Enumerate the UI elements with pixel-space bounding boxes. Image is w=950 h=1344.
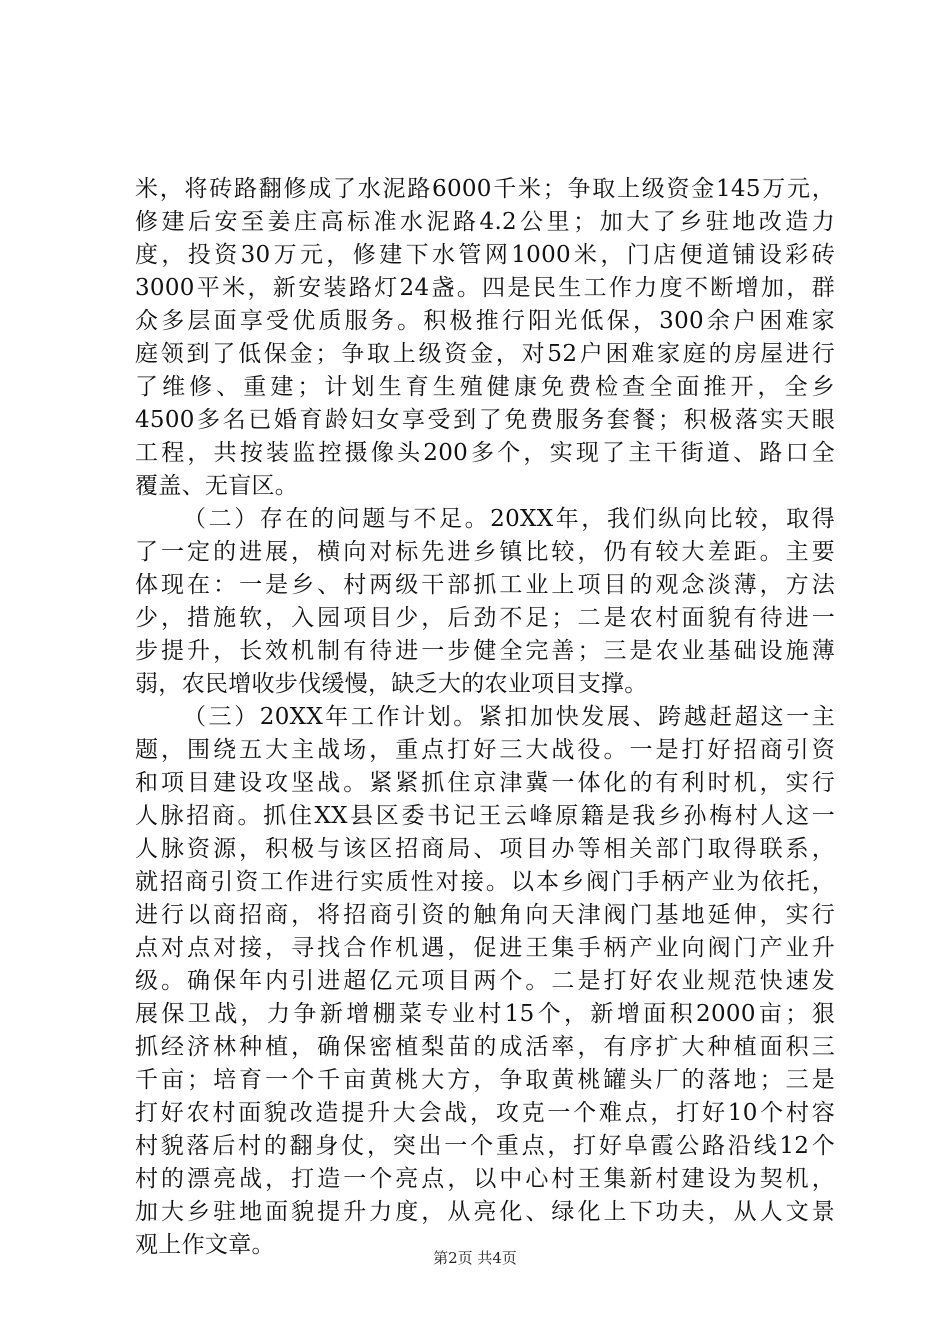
text-line: 就招商引资工作进行实质性对接。以本乡阀门手柄产业为依托， <box>135 869 835 895</box>
text-line: 千亩；培育一个千亩黄桃大方，争取黄桃罐头厂的落地；三是 <box>135 1067 835 1093</box>
page-number-footer: 第2页 共4页 <box>433 1249 517 1267</box>
text-line: 观上作文章。 <box>135 1232 275 1258</box>
text-line: 抓经济林种植，确保密植梨苗的成活率，有序扩大种植面积三 <box>135 1034 835 1060</box>
text-line: 体现在：一是乡、村两级干部抓工业上项目的观念淡薄，方法 <box>135 572 835 598</box>
text-line: 步提升，长效机制有待进一步健全完善；三是农业基础设施薄 <box>135 638 835 664</box>
text-line: 村貌落后村的翻身仗，突出一个重点，打好阜霞公路沿线12个 <box>135 1133 835 1159</box>
text-line: 人脉招商。抓住XX县区委书记王云峰原籍是我乡孙梅村人这一 <box>135 803 835 829</box>
text-line: 人脉资源，积极与该区招商局、项目办等相关部门取得联系， <box>135 836 835 862</box>
text-line: 工程，共按装监控摄像头200多个，实现了主干街道、路口全 <box>135 440 835 466</box>
text-line: 打好农村面貌改造提升大会战，攻克一个难点，打好10个村容 <box>135 1100 835 1126</box>
text-line: 了维修、重建；计划生育生殖健康免费检查全面推开，全乡 <box>135 374 835 400</box>
text-line: 了一定的进展，横向对标先进乡镇比较，仍有较大差距。主要 <box>135 539 835 565</box>
text-line: 众多层面享受优质服务。积极推行阳光低保，300余户困难家 <box>135 308 835 334</box>
text-line: 和项目建设攻坚战。紧紧抓住京津冀一体化的有利时机，实行 <box>135 770 835 796</box>
section-heading-line: （三）20XX年工作计划。紧扣加快发展、跨越赶超这一主 <box>183 704 835 730</box>
text-line: 庭领到了低保金；争取上级资金，对52户困难家庭的房屋进行 <box>135 341 835 367</box>
text-line: 3000平米，新安装路灯24盏。四是民生工作力度不断增加，群 <box>135 275 835 301</box>
text-line: 弱，农民增收步伐缓慢，缺乏大的农业项目支撑。 <box>135 671 648 697</box>
text-line: 少，措施软，入园项目少，后劲不足；二是农村面貌有待进一 <box>135 605 835 631</box>
text-line: 题，围绕五大主战场，重点打好三大战役。一是打好招商引资 <box>135 737 835 763</box>
text-line: 度，投资30万元，修建下水管网1000米，门店便道铺设彩砖 <box>135 242 835 268</box>
text-line: 点对点对接，寻找合作机遇，促进王集手柄产业向阀门产业升 <box>135 935 835 961</box>
text-line: 村的漂亮战，打造一个亮点，以中心村王集新村建设为契机， <box>135 1166 835 1192</box>
text-line: 修建后安至姜庄高标准水泥路4.2公里；加大了乡驻地改造力 <box>135 209 835 235</box>
text-line: 4500多名已婚育龄妇女享受到了免费服务套餐；积极落实天眼 <box>135 407 835 433</box>
text-line: 进行以商招商，将招商引资的触角向天津阀门基地延伸，实行 <box>135 902 835 928</box>
section-heading-line: （二）存在的问题与不足。20XX年，我们纵向比较，取得 <box>183 506 835 532</box>
text-line: 级。确保年内引进超亿元项目两个。二是打好农业规范快速发 <box>135 968 835 994</box>
text-line: 米，将砖路翻修成了水泥路6000千米；争取上级资金145万元， <box>135 176 835 202</box>
body-text <box>135 173 835 1262</box>
text-line: 展保卫战，力争新增棚菜专业村15个，新增面积2000亩；狠 <box>135 1001 835 1027</box>
text-line: 覆盖、无盲区。 <box>135 473 299 499</box>
text-line: 加大乡驻地面貌提升力度，从亮化、绿化上下功夫，从人文景 <box>135 1199 835 1225</box>
